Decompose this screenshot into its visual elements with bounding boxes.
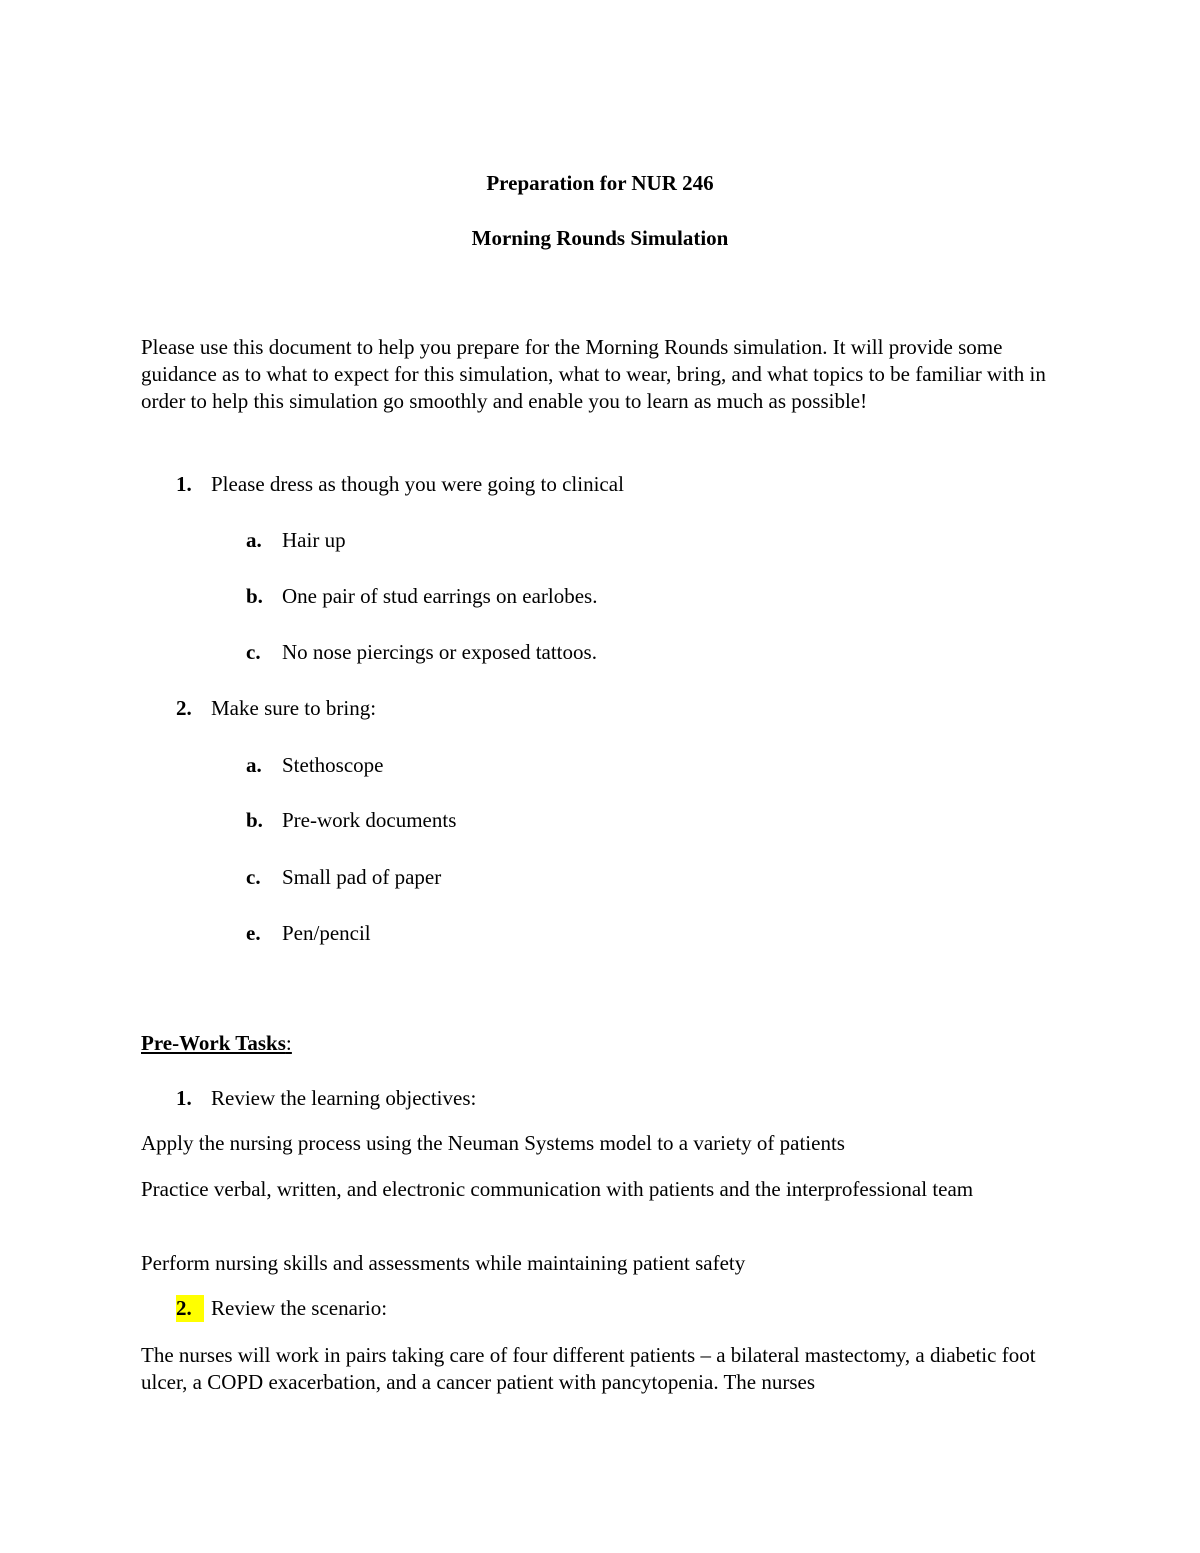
scenario-paragraph: The nurses will work in pairs taking care of four different patients – a bilateral mastectomy, a diabetic foot ulcer, a COPD exacerbation, and a cancer patient with pancytopenia. The nurses xyxy=(141,1343,1036,1394)
sub-list-item: No nose piercings or exposed tattoos. xyxy=(282,640,597,664)
list-number: 2. xyxy=(176,696,192,720)
prework-heading-text: Pre-Work Tasks xyxy=(141,1031,286,1055)
list-number: 1. xyxy=(176,472,192,496)
sub-list-item: Pen/pencil xyxy=(282,921,371,945)
sub-list-letter: b. xyxy=(246,584,263,608)
sub-list-letter: c. xyxy=(246,640,261,664)
task-item: Review the learning objectives: xyxy=(211,1086,477,1110)
prework-heading-colon: : xyxy=(285,1031,292,1055)
list-item: Make sure to bring: xyxy=(211,696,377,720)
sub-list-letter: e. xyxy=(246,921,261,945)
document-subtitle: Morning Rounds Simulation xyxy=(471,226,729,250)
list-item: Please dress as though you were going to clinical xyxy=(211,472,624,496)
task-number: 1. xyxy=(176,1086,192,1110)
task-item: Review the scenario: xyxy=(211,1296,388,1320)
sub-list-item: One pair of stud earrings on earlobes. xyxy=(282,584,598,608)
sub-list-item: Hair up xyxy=(282,528,346,552)
prework-heading xyxy=(141,1030,292,1057)
sub-list-letter: c. xyxy=(246,865,261,889)
objective-line: Apply the nursing process using the Neuman Systems model to a variety of patients xyxy=(141,1131,845,1155)
task-number-highlighted: 2. xyxy=(176,1295,204,1322)
sub-list-item: Small pad of paper xyxy=(282,865,442,889)
sub-list-letter: a. xyxy=(246,528,262,552)
sub-list-item: Stethoscope xyxy=(282,753,384,777)
intro-paragraph: Please use this document to help you prepare for the Morning Rounds simulation. It will provide some guidance as to what to expect for this simulation, what to wear, bring, and what topics to be familiar with in order to help this simulation go smoothly and enable you to learn as much as possible! xyxy=(141,335,1046,413)
sub-list-letter: b. xyxy=(246,808,263,832)
objective-line: Perform nursing skills and assessments while maintaining patient safety xyxy=(141,1251,746,1275)
document-title: Preparation for NUR 246 xyxy=(486,171,714,195)
objective-line: Practice verbal, written, and electronic communication with patients and the interprofessional team xyxy=(141,1177,974,1201)
sub-list-letter: a. xyxy=(246,753,262,777)
sub-list-item: Pre-work documents xyxy=(282,808,457,832)
